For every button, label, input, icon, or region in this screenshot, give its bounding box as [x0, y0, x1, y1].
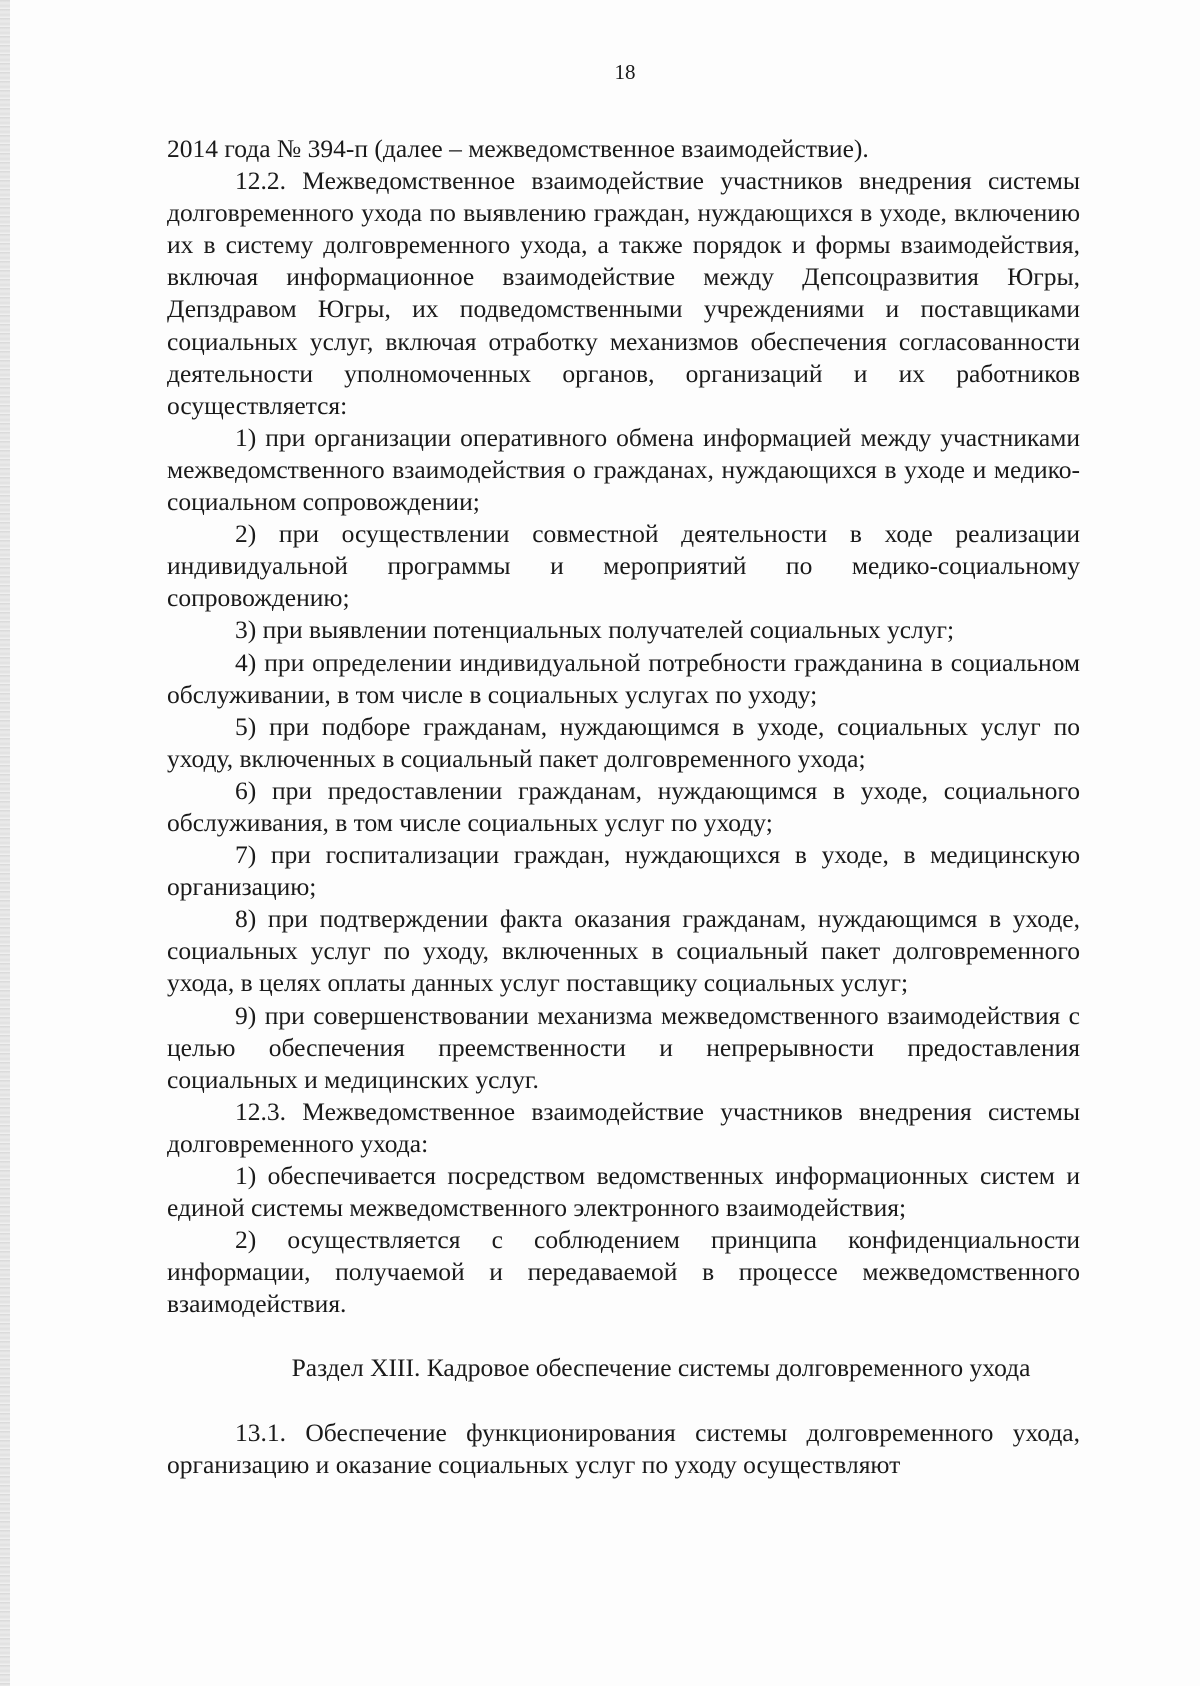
- list-item-6: 6) при предоставлении гражданам, нуждающимся в уходе, социального обслуживания, в том числе социальных услуг по уходу;: [167, 775, 1080, 837]
- list-item-5: 5) при подборе гражданам, нуждающимся в уходе, социальных услуг по уходу, включенных в социальный пакет долговременного ухода;: [167, 711, 1080, 773]
- spacer: [167, 1385, 1080, 1417]
- paragraph-12-2: 12.2. Межведомственное взаимодействие участников внедрения системы долговременного ухода по выявлению граждан, нуждающихся в уходе, включению их в систему долговременного ухода, а также порядок и формы взаимодействия, включая информационное взаимодействие между Депсоцразвития Югры, Депздравом Югры, их подведомственными учреждениями и поставщиками социальных услуг, включая отработку механизмов обеспечения согласованности деятельности уполномоченных органов, организаций и их работников осуществляется:: [167, 166, 1080, 420]
- page-number: 18: [614, 60, 636, 84]
- paragraph-13-1: 13.1. Обеспечение функционирования системы долговременного ухода, организацию и оказание социальных услуг по уходу осуществляют: [167, 1417, 1080, 1479]
- list-item-2: 2) при осуществлении совместной деятельности в ходе реализации индивидуальной программы и мероприятий по медико-социальному сопровождению;: [167, 519, 1080, 613]
- paragraph-continuation: 2014 года № 394-п (далее – межведомственное взаимодействие).: [167, 134, 869, 163]
- list-item-4: 4) при определении индивидуальной потребности гражданина в социальном обслуживании, в том числе в социальных услугах по уходу;: [167, 647, 1080, 709]
- scan-edge: [0, 0, 10, 1686]
- list-item-12-3-1: 1) обеспечивается посредством ведомственных информационных систем и единой системы межведомственного электронного взаимодействия;: [167, 1161, 1080, 1223]
- list-item-8: 8) при подтверждении факта оказания гражданам, нуждающимся в уходе, социальных услуг по уходу, включенных в социальный пакет долговременного ухода, в целях оплаты данных услуг поставщику социальных услуг;: [167, 904, 1080, 998]
- section-heading: Раздел XIII. Кадровое обеспечение системы долговременного ухода: [291, 1353, 1031, 1383]
- paragraph-12-3: 12.3. Межведомственное взаимодействие участников внедрения системы долговременного ухода:: [167, 1096, 1080, 1158]
- list-item-3: 3) при выявлении потенциальных получателей социальных услуг;: [235, 615, 955, 645]
- list-item-1: 1) при организации оперативного обмена информацией между участниками межведомственного взаимодействия о гражданах, нуждающихся в уходе и медико-социальном сопровождении;: [167, 422, 1080, 517]
- list-item-9: 9) при совершенствовании механизма межведомственного взаимодействия с целью обеспечения преемственности и непрерывности предоставления социальных и медицинских услуг.: [167, 1000, 1080, 1094]
- spacer: [167, 1320, 1080, 1352]
- list-item-12-3-2: 2) осуществляется с соблюдением принципа конфиденциальности информации, получаемой и передаваемой в процессе межведомственного взаимодействия.: [167, 1225, 1080, 1319]
- list-item-7: 7) при госпитализации граждан, нуждающихся в уходе, в медицинскую организацию;: [167, 840, 1080, 902]
- document-body: [167, 133, 1080, 1481]
